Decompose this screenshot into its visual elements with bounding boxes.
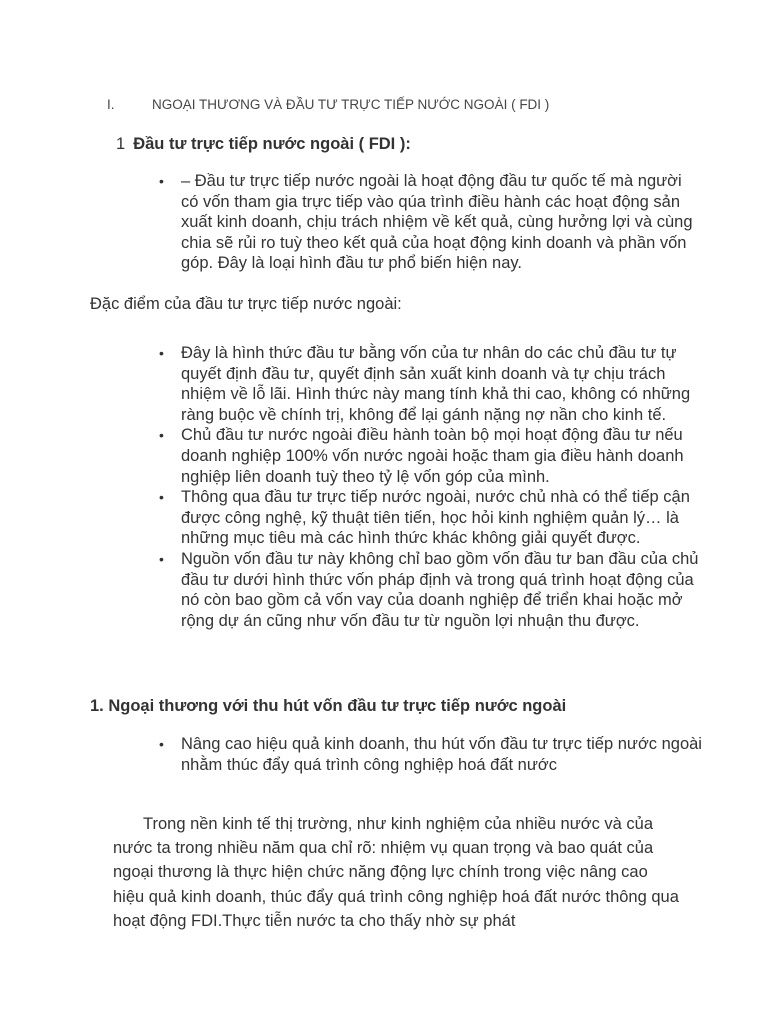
list-item xyxy=(159,549,701,631)
characteristics-list xyxy=(159,343,701,631)
list-item-text: Nâng cao hiệu quả kinh doanh, thu hút vốn đầu tư trực tiếp nước ngoài nhằm thúc đẩy quá trình công nghiệp hoá đất nước xyxy=(181,735,702,774)
bullet-icon: • xyxy=(159,427,164,444)
list-item-text: Chủ đầu tư nước ngoài điều hành toàn bộ mọi hoạt động đầu tư nếu doanh nghiệp 100% vốn nước ngoài hoặc tham gia điều hành doanh nghiệp liên doanh tuỳ theo tỷ lệ vốn góp của mình. xyxy=(181,426,684,486)
list-item-text: – Đầu tư trực tiếp nước ngoài là hoạt động đầu tư quốc tế mà người có vốn tham gia trực tiếp vào qúa trình điều hành các hoạt động sản xuất kinh doanh, chịu trách nhiệm về kết quả, cùng hưởng lợi và cùng chia sẽ rủi ro tuỳ theo kết quả của hoạt động kinh doanh và phần vốn góp. Đây là loại hình đầu tư phổ biến hiện nay. xyxy=(181,172,693,273)
heading-text: NGOẠI THƯƠNG VÀ ĐẦU TƯ TRỰC TIẾP NƯỚC NGOÀI ( FDI ) xyxy=(152,97,550,112)
bullet-icon: • xyxy=(159,736,164,752)
list-item xyxy=(159,425,701,487)
bullet-icon: • xyxy=(159,173,164,189)
list-item xyxy=(159,734,711,775)
list-item-text: Nguồn vốn đầu tư này không chỉ bao gồm vốn đầu tư ban đầu của chủ đầu tư dưới hình thức vốn pháp định và trong quá trình hoạt động của nó còn bao gồm cả vốn vay của doanh nghiệp để triển khai hoặc mở rộng dự án cũng như vốn đầu tư từ nguồn lợi nhuận thu được. xyxy=(181,549,699,630)
list-item xyxy=(159,343,701,425)
bullet-icon: • xyxy=(159,489,164,506)
definition-list xyxy=(159,171,701,274)
characteristics-title: Đặc điểm của đầu tư trực tiếp nước ngoài: xyxy=(90,295,402,313)
list-item-text: Thông qua đầu tư trực tiếp nước ngoài, nước chủ nhà có thể tiếp cận được công nghệ, kỹ thuật tiên tiến, học hỏi kinh nghiệm quản lý… là những mục tiêu mà các hình thức khác không giải quyết được. xyxy=(181,488,690,548)
bullet-icon: • xyxy=(159,345,164,361)
list-item-text: Đây là hình thức đầu tư bằng vốn của tư nhân do các chủ đầu tư tự quyết định đầu tư, quyết định sản xuất kinh doanh và tự chịu trách nhiệm về lỗ lãi. Hình thức này mang tính khả thi cao, không có những ràng buộc về chính trị, không để lại gánh nặng nợ nần cho kinh tế. xyxy=(181,344,691,424)
section1-title: 1. Ngoại thương với thu hút vốn đầu tư trực tiếp nước ngoài xyxy=(90,697,567,715)
list-item xyxy=(159,487,701,549)
subheading-text: Đầu tư trực tiếp nước ngoài ( FDI ): xyxy=(133,135,411,153)
subheading-number: 1 xyxy=(116,135,126,153)
list-item xyxy=(159,171,701,274)
body-paragraph: Trong nền kinh tế thị trường, như kinh nghiệm của nhiều nước và của nước ta trong nhiều năm qua chỉ rõ: nhiệm vụ quan trọng và bao quát của ngoại thương là thực hiện chức năng động lực chính trong việc nâng cao hiệu quả kinh doanh, thúc đẩy quá trình công nghiệp hoá đất nước thông qua hoạt động FDI.Thực tiễn nước ta cho thấy nhờ sự phát xyxy=(113,815,679,930)
subheading xyxy=(116,135,411,154)
bullet-icon: • xyxy=(159,550,164,567)
heading-roman-numeral: I. xyxy=(107,97,115,112)
section1-list xyxy=(159,734,711,775)
